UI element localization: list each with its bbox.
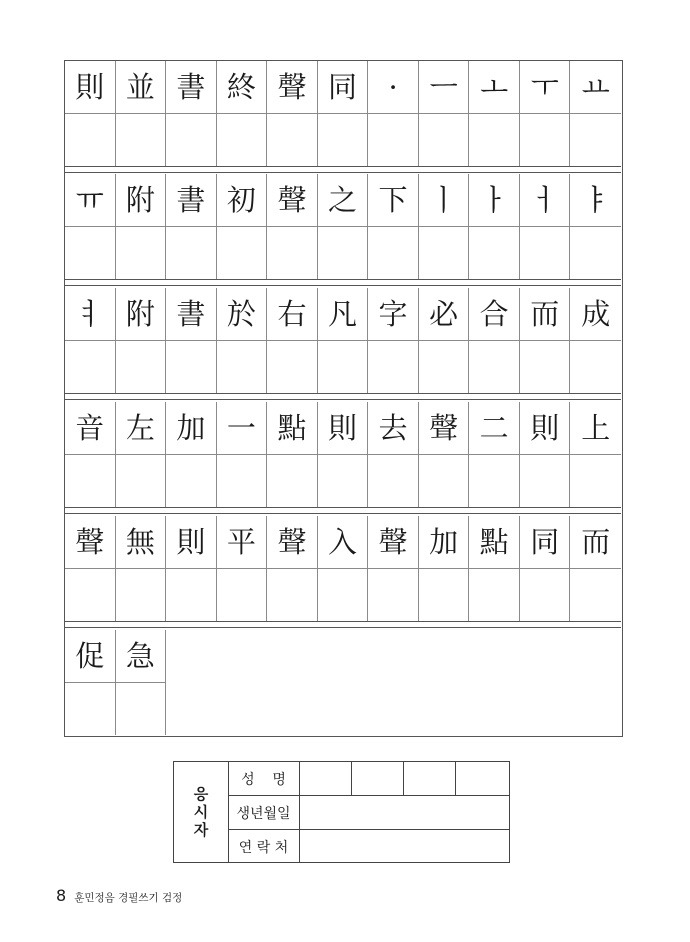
model-row — [65, 402, 621, 454]
model-char: 終 — [217, 61, 268, 113]
model-row — [65, 61, 621, 113]
name-box[interactable] — [404, 762, 456, 795]
practice-sheet — [64, 60, 623, 737]
practice-cell[interactable] — [267, 455, 318, 507]
model-char: ㅠ — [65, 174, 116, 226]
model-char: 聲 — [368, 516, 419, 568]
model-char: 而 — [520, 288, 571, 340]
practice-row — [65, 341, 621, 393]
name-label: 성 명 — [228, 762, 300, 795]
practice-cell[interactable] — [469, 569, 520, 621]
model-char: ㅣ — [419, 174, 470, 226]
practice-cell[interactable] — [65, 114, 116, 166]
practice-cell[interactable] — [368, 114, 419, 166]
model-char: 則 — [65, 61, 116, 113]
model-char: ㅓ — [520, 174, 571, 226]
practice-cell[interactable] — [520, 341, 571, 393]
practice-cell[interactable] — [520, 114, 571, 166]
practice-cell[interactable] — [419, 114, 470, 166]
birthdate-label: 생년월일 — [228, 796, 300, 829]
model-row — [65, 630, 166, 682]
block-separator — [65, 393, 621, 394]
page-number: 8 — [56, 886, 67, 905]
model-char: 右 — [267, 288, 318, 340]
contact-row — [228, 830, 509, 863]
model-char: 加 — [419, 516, 470, 568]
model-char: ㅑ — [581, 182, 610, 217]
model-char: 必 — [419, 288, 470, 340]
model-char: ㅛ — [581, 69, 610, 104]
model-char: 聲 — [419, 402, 470, 454]
model-char: 於 — [217, 288, 268, 340]
model-char: 促 — [65, 630, 116, 682]
practice-cell[interactable] — [166, 455, 217, 507]
model-char: 急 — [116, 630, 167, 682]
practice-row — [65, 569, 621, 621]
practice-block — [65, 174, 621, 280]
examinee-label-char: 자 — [193, 821, 209, 839]
name-box[interactable] — [352, 762, 404, 795]
practice-cell[interactable] — [217, 227, 268, 279]
model-char: 凡 — [318, 288, 369, 340]
practice-cell[interactable] — [469, 114, 520, 166]
practice-cell[interactable] — [116, 455, 167, 507]
practice-row — [65, 455, 621, 507]
practice-cell[interactable] — [419, 569, 470, 621]
model-char: 之 — [318, 174, 369, 226]
practice-cell[interactable] — [65, 455, 116, 507]
model-char: · — [368, 61, 419, 113]
practice-cell[interactable] — [217, 455, 268, 507]
practice-block — [65, 288, 621, 394]
practice-cell[interactable] — [116, 341, 167, 393]
practice-cell[interactable] — [368, 569, 419, 621]
practice-cell[interactable] — [469, 455, 520, 507]
practice-cell[interactable] — [318, 341, 369, 393]
practice-cell[interactable] — [570, 569, 621, 621]
block-separator — [65, 166, 621, 167]
name-box[interactable] — [456, 762, 508, 795]
practice-cell[interactable] — [65, 341, 116, 393]
practice-cell[interactable] — [166, 227, 217, 279]
practice-cell[interactable] — [368, 341, 419, 393]
name-box[interactable] — [300, 762, 352, 795]
examinee-info-table — [173, 761, 510, 863]
model-row — [65, 174, 621, 226]
page-footer — [56, 886, 182, 905]
model-char: 同 — [318, 61, 369, 113]
model-char: ㅗ — [469, 61, 520, 113]
contact-label: 연 락 처 — [228, 830, 300, 863]
model-char: 則 — [318, 402, 369, 454]
model-char: 左 — [116, 402, 167, 454]
block-separator — [65, 279, 621, 280]
contact-field[interactable] — [300, 830, 509, 863]
practice-cell[interactable] — [419, 455, 470, 507]
practice-cell[interactable] — [570, 114, 621, 166]
block-separator — [65, 627, 621, 628]
practice-block — [65, 630, 621, 736]
model-char: 點 — [469, 516, 520, 568]
block-separator — [65, 285, 621, 286]
practice-cell[interactable] — [116, 569, 167, 621]
model-char: 字 — [368, 288, 419, 340]
row-divider — [65, 226, 621, 227]
practice-cell[interactable] — [217, 341, 268, 393]
model-char: ㅏ — [469, 174, 520, 226]
practice-block — [65, 516, 621, 622]
model-char: 上 — [581, 410, 611, 445]
birthdate-field[interactable] — [300, 796, 509, 829]
practice-cell[interactable] — [318, 455, 369, 507]
model-char: 入 — [318, 516, 369, 568]
model-char: 則 — [520, 402, 571, 454]
model-char: 附 — [116, 174, 167, 226]
model-char: 一 — [217, 402, 268, 454]
model-char: 音 — [65, 402, 116, 454]
practice-block — [65, 402, 621, 508]
practice-cell[interactable] — [267, 341, 318, 393]
model-char: 初 — [217, 174, 268, 226]
model-char: 合 — [469, 288, 520, 340]
row-divider — [65, 340, 621, 341]
practice-cell[interactable] — [368, 455, 419, 507]
model-char: 書 — [166, 61, 217, 113]
examinee-label-char: 시 — [193, 803, 209, 821]
practice-row — [65, 683, 166, 735]
model-char: 並 — [116, 61, 167, 113]
practice-cell[interactable] — [267, 114, 318, 166]
model-char: ㅡ — [419, 61, 470, 113]
practice-cell[interactable] — [217, 569, 268, 621]
practice-cell[interactable] — [469, 227, 520, 279]
model-char: 成 — [581, 296, 611, 331]
practice-cell[interactable] — [116, 227, 167, 279]
block-separator — [65, 513, 621, 514]
model-char: 加 — [166, 402, 217, 454]
model-char: 無 — [116, 516, 167, 568]
model-char: 聲 — [65, 516, 116, 568]
practice-cell[interactable] — [520, 455, 571, 507]
practice-cell[interactable] — [116, 114, 167, 166]
practice-cell[interactable] — [520, 569, 571, 621]
model-char: 聲 — [267, 516, 318, 568]
model-char: 而 — [581, 524, 611, 559]
practice-cell[interactable] — [318, 569, 369, 621]
practice-cell[interactable] — [570, 341, 621, 393]
model-char: 則 — [166, 516, 217, 568]
model-char: 聲 — [267, 61, 318, 113]
model-char: 二 — [469, 402, 520, 454]
practice-cell[interactable] — [65, 683, 116, 735]
examinee-label-char: 응 — [193, 785, 209, 803]
name-row — [228, 762, 509, 796]
model-row — [65, 288, 621, 340]
practice-cell[interactable] — [267, 569, 318, 621]
practice-cell[interactable] — [419, 341, 470, 393]
book-title: 훈민정음 경필쓰기 검정 — [74, 892, 183, 904]
practice-cell[interactable] — [570, 227, 621, 279]
practice-row — [65, 227, 621, 279]
practice-cell[interactable] — [318, 227, 369, 279]
examinee-label — [174, 762, 229, 862]
practice-cell[interactable] — [166, 114, 217, 166]
row-divider — [65, 568, 621, 569]
practice-cell[interactable] — [166, 341, 217, 393]
model-row — [65, 516, 621, 568]
model-char: 同 — [520, 516, 571, 568]
practice-block — [65, 61, 621, 167]
model-char: 下 — [368, 174, 419, 226]
practice-row — [65, 114, 621, 166]
practice-cell[interactable] — [65, 227, 116, 279]
model-char: ㅜ — [520, 61, 571, 113]
practice-cell[interactable] — [368, 227, 419, 279]
model-char: ㅕ — [65, 288, 116, 340]
practice-cell[interactable] — [267, 227, 318, 279]
block-separator — [65, 507, 621, 508]
practice-cell[interactable] — [217, 114, 268, 166]
practice-cell[interactable] — [570, 455, 621, 507]
practice-cell[interactable] — [469, 341, 520, 393]
model-char: 書 — [166, 288, 217, 340]
block-separator — [65, 172, 621, 173]
practice-cell[interactable] — [419, 227, 470, 279]
model-char: 書 — [166, 174, 217, 226]
practice-cell[interactable] — [318, 114, 369, 166]
practice-cell[interactable] — [65, 569, 116, 621]
row-divider — [65, 682, 166, 683]
practice-cell[interactable] — [116, 683, 167, 735]
row-divider — [65, 454, 621, 455]
practice-cell[interactable] — [166, 569, 217, 621]
birthdate-row — [228, 796, 509, 830]
model-char: 平 — [217, 516, 268, 568]
block-separator — [65, 399, 621, 400]
practice-cell[interactable] — [520, 227, 571, 279]
model-char: 去 — [368, 402, 419, 454]
model-char: 附 — [116, 288, 167, 340]
model-char: 點 — [267, 402, 318, 454]
block-separator — [65, 621, 621, 622]
model-char: 聲 — [267, 174, 318, 226]
row-divider — [65, 113, 621, 114]
